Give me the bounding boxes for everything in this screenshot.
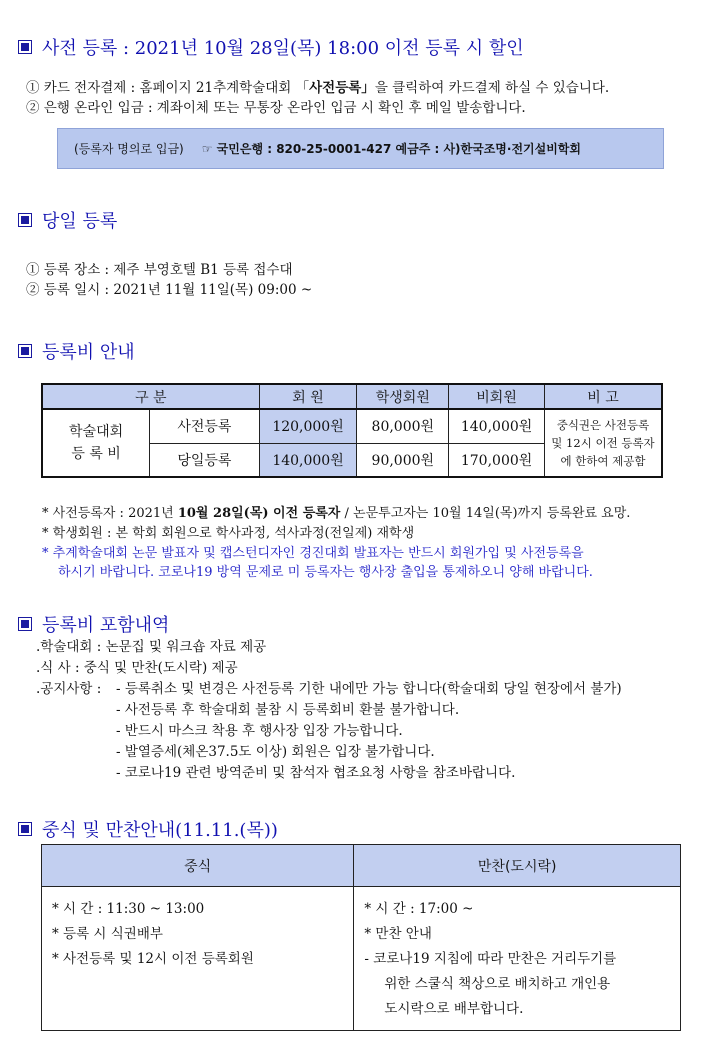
- section-header-pre-registration: [18, 34, 524, 60]
- section-header-includes: [18, 611, 169, 637]
- square-bullet-icon: [18, 213, 32, 227]
- header-student: 학생회원: [357, 384, 449, 409]
- section-title: 중식 및 만찬안내(11.11.(목)): [42, 820, 278, 841]
- notice-item: - 반드시 마스크 착용 후 행사장 입장 가능합니다.: [116, 723, 403, 739]
- list-item: * 등록 시 식권배부: [52, 926, 163, 942]
- list-item: * 사전등록 및 12시 이전 등록회원: [52, 951, 254, 967]
- fee-member: 140,000원: [259, 443, 357, 477]
- fee-table-header: [42, 384, 662, 409]
- list-item: 위한 스쿨식 책상으로 배치하고 개인용: [384, 976, 611, 992]
- bank-info: ☞ 국민은행 : 820-25-0001-427 예금주 : 사)한국조명·전기설비학회: [201, 142, 581, 156]
- fee-group-label: 학술대회 등 록 비: [42, 409, 150, 477]
- section-title: 등록비 포함내역: [42, 615, 170, 636]
- fee-nonmember: 170,000원: [449, 443, 545, 477]
- meal-table: [41, 844, 681, 1031]
- list-item: 도시락으로 배부합니다.: [384, 1001, 524, 1017]
- bank-note: (등록자 명의로 입금): [74, 142, 184, 156]
- notice-item: - 코로나19 관련 방역준비 및 참석자 협조요청 사항을 참조바랍니다.: [116, 765, 516, 781]
- section-title: 등록비 안내: [42, 342, 135, 363]
- fee-note-covid: 하시기 바랍니다. 코로나19 방역 문제로 미 등록자는 행사장 출입을 통제하오니 양해 바랍니다.: [58, 565, 593, 580]
- pre-reg-bank-line: ② 은행 온라인 입금 : 계좌이체 또는 무통장 온라인 입금 시 확인 후 메일 발송합니다.: [26, 100, 526, 116]
- bank-account-box: [57, 128, 664, 169]
- notice-item: - 사전등록 후 학술대회 불참 시 등록회비 환불 불가합니다.: [116, 702, 460, 718]
- table-row: [42, 887, 681, 1031]
- section-header-meal: [18, 816, 278, 842]
- include-conference: .학술대회 : 논문집 및 워크숍 자료 제공: [36, 639, 267, 655]
- onsite-place: ① 등록 장소 : 제주 부영호텔 B1 등록 접수대: [26, 262, 293, 278]
- section-header-onsite: [18, 207, 117, 233]
- square-bullet-icon: [18, 40, 32, 54]
- list-item: * 만찬 안내: [364, 926, 432, 942]
- section-header-fee: [18, 338, 135, 364]
- lunch-cell: [42, 887, 354, 1031]
- onsite-time: ② 등록 일시 : 2021년 11월 11일(목) 09:00 ~: [26, 282, 313, 298]
- section-title: 사전 등록 : 2021년 10월 28일(목) 18:00 이전 등록 시 할인: [42, 38, 524, 59]
- include-meal: .식 사 : 중식 및 만찬(도시락) 제공: [36, 660, 238, 676]
- list-item: * 시 간 : 11:30 ~ 13:00: [52, 901, 205, 917]
- fee-table: [41, 383, 663, 478]
- section-title: 당일 등록: [42, 211, 118, 232]
- meal-table-header: [42, 845, 681, 887]
- square-bullet-icon: [18, 344, 32, 358]
- pre-reg-card-line: ① 카드 전자결제 : 홈페이지 21추계학술대회 「사전등록」을 클릭하여 카드결제 하실 수 있습니다.: [26, 80, 610, 96]
- table-row: [42, 409, 662, 443]
- square-bullet-icon: [18, 822, 32, 836]
- fee-member: 120,000원: [259, 409, 357, 443]
- list-item: - 코로나19 지침에 따라 만찬은 거리두기를: [364, 951, 617, 967]
- header-category: 구 분: [42, 384, 259, 409]
- square-bullet-icon: [18, 617, 32, 631]
- fee-note-presenter: * 추계학술대회 논문 발표자 및 캡스턴디자인 경진대회 발표자는 반드시 회원가입 및 사전등록을: [42, 546, 584, 561]
- notice-label: .공지사항 :: [36, 681, 102, 697]
- row-type: 사전등록: [150, 409, 259, 443]
- header-member: 회 원: [259, 384, 357, 409]
- notice-item: - 발열증세(체온37.5도 이상) 회원은 입장 불가합니다.: [116, 744, 435, 760]
- notice-item: - 등록취소 및 변경은 사전등록 기한 내에만 가능 합니다(학술대회 당일 현장에서 불가): [116, 681, 622, 697]
- header-dinner: 만찬(도시락): [354, 845, 681, 887]
- fee-note-student: * 학생회원 : 본 학회 회원으로 학사과정, 석사과정(전일제) 재학생: [42, 526, 415, 541]
- header-remark: 비 고: [544, 384, 662, 409]
- fee-student: 80,000원: [357, 409, 449, 443]
- list-item: * 시 간 : 17:00 ~: [364, 901, 474, 917]
- dinner-cell: [354, 887, 681, 1031]
- fee-student: 90,000원: [357, 443, 449, 477]
- fee-remark: 중식권은 사전등록 및 12시 이전 등록자에 한하여 제공함: [544, 409, 662, 477]
- fee-note-pre: * 사전등록자 : 2021년 10월 28일(목) 이전 등록자 / 논문투고자는 10월 14일(목)까지 등록완료 요망.: [42, 506, 631, 521]
- fee-nonmember: 140,000원: [449, 409, 545, 443]
- header-lunch: 중식: [42, 845, 354, 887]
- row-type: 당일등록: [150, 443, 259, 477]
- header-nonmember: 비회원: [449, 384, 545, 409]
